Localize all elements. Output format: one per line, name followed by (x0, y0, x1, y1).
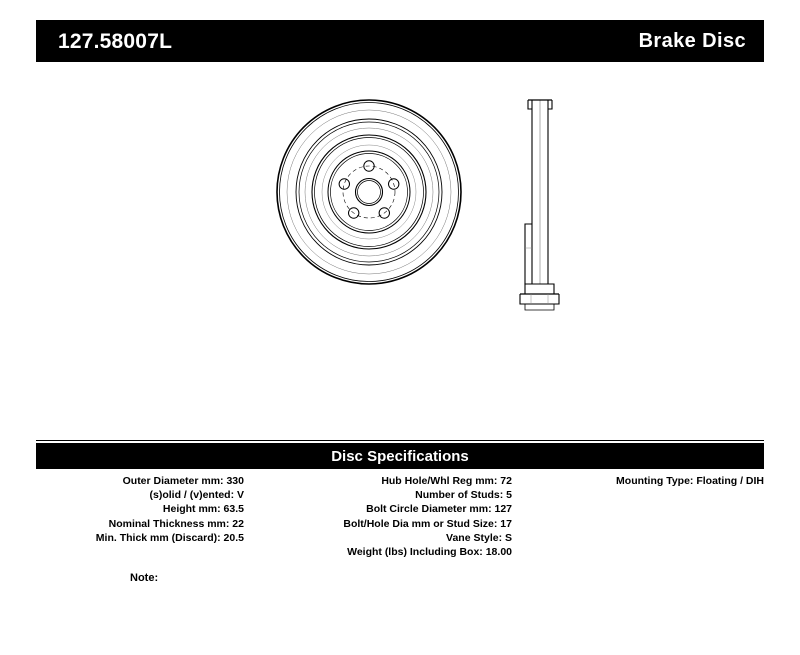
spec-item: Nominal Thickness mm: 22 (108, 517, 244, 530)
rotor-face-view (277, 100, 461, 284)
product-type-label: Brake Disc (638, 30, 746, 52)
header-bar (36, 20, 764, 62)
spec-item: Hub Hole/Whl Reg mm: 72 (381, 475, 512, 487)
spec-item: Bolt Circle Diameter mm: 127 (366, 503, 512, 516)
spec-item: Weight (lbs) Including Box: 18.00 (347, 546, 512, 559)
spec-item: Bolt/Hole Dia mm or Stud Size: 17 (343, 517, 512, 530)
spec-item: Number of Studs: 5 (415, 489, 512, 502)
spec-column-3 (536, 474, 764, 488)
spec-column-2 (258, 474, 512, 559)
spec-column-1 (36, 474, 244, 545)
spec-item: Min. Thick mm (Discard): 20.5 (95, 531, 244, 544)
rotor-technical-drawing (36, 72, 764, 422)
spec-item: Outer Diameter mm: 330 (122, 475, 244, 487)
product-drawing (36, 72, 764, 422)
rotor-edge-view (520, 100, 559, 310)
spec-title-bar (36, 443, 764, 469)
spec-title: Disc Specifications (331, 447, 469, 465)
note-label: Note: (130, 572, 159, 584)
spec-item: (s)olid / (v)ented: V (149, 489, 244, 502)
spec-item: Height mm: 63.5 (162, 503, 244, 516)
spec-divider (36, 440, 764, 441)
part-number: 127.58007L (58, 29, 173, 53)
spec-item: Mounting Type: Floating / DIH (616, 475, 764, 487)
spec-item: Vane Style: S (446, 531, 512, 544)
